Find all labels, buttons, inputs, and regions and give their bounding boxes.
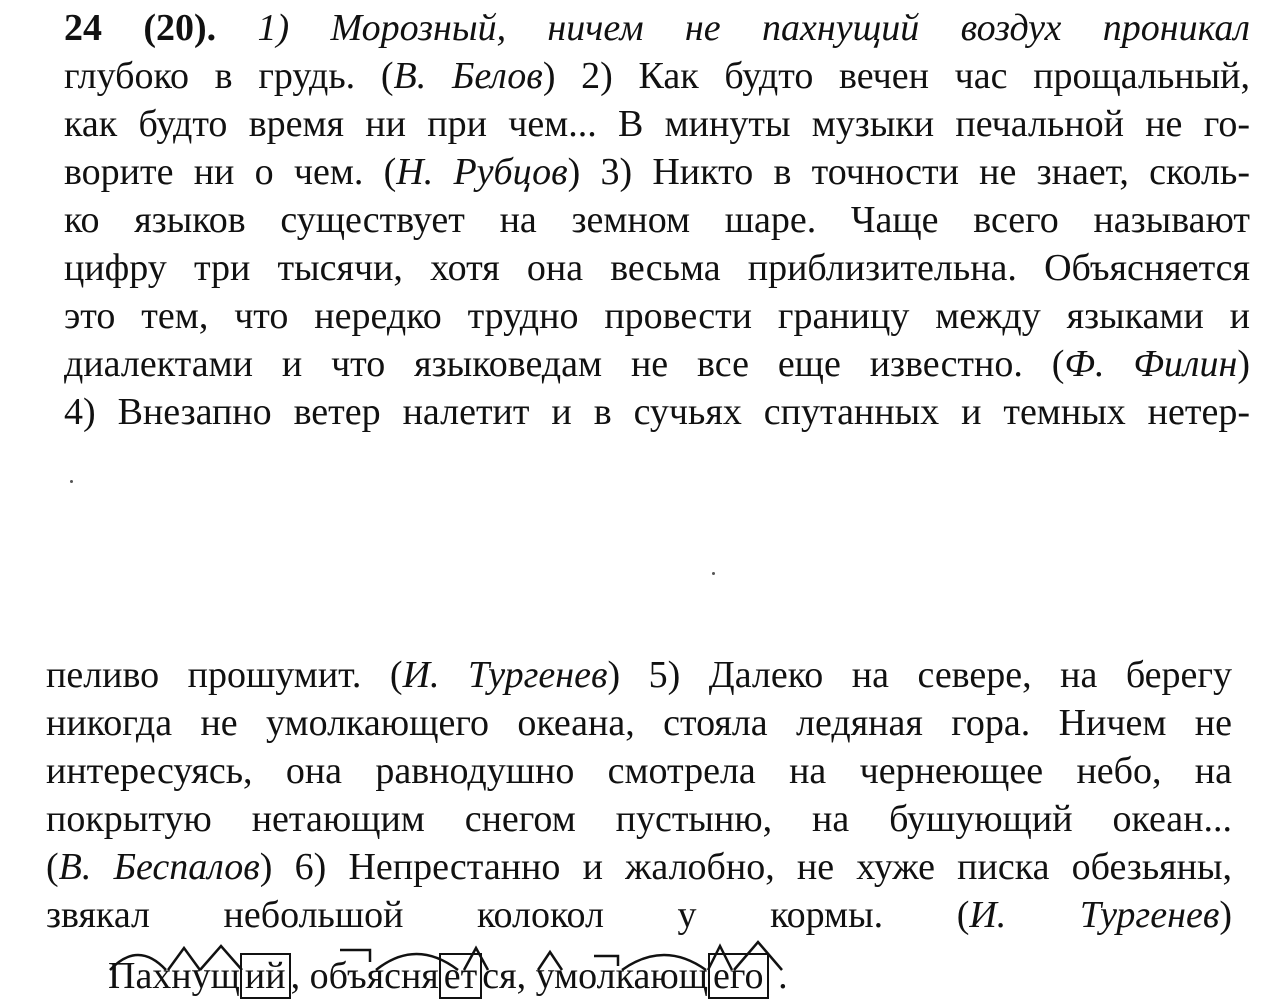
text-line (64, 388, 1250, 436)
text-line (46, 843, 1232, 891)
author-name: В. Беспалов (58, 846, 260, 888)
text-line (46, 699, 1232, 747)
author-name: И. Тургенев (402, 654, 608, 696)
word3-stem: умолкающ (535, 955, 709, 997)
text-segment: ) 6) Непрестанно и жалобно, не хуже писка обезьяны, (259, 846, 1232, 888)
author-name: В. Белов (393, 55, 543, 97)
word2-ending: ет (439, 953, 482, 999)
comma: , (290, 955, 301, 997)
text-segment: диалектами и что языковедам не все еще известно. ( (64, 343, 1065, 385)
exercise-number: 24 (20). (64, 7, 217, 49)
text-line (64, 196, 1250, 244)
text-line (64, 148, 1250, 196)
text-segment: как будто время ни при чем... В минуты музыки печальной не го- (64, 103, 1250, 145)
word1-stem: Пахнущ (108, 955, 240, 997)
author-name: 1) Морозный, ничем не пахнущий воздух проникал (216, 7, 1250, 49)
text-segment: цифру три тысячи, хотя она весьма приблизительна. Объясняется (64, 247, 1250, 289)
text-segment: ) (1219, 894, 1232, 936)
author-name: Ф. Филин (1064, 343, 1238, 385)
text-line (64, 340, 1250, 388)
text-line (64, 292, 1250, 340)
paragraph-bottom (46, 651, 1232, 939)
scan-speck (712, 572, 715, 575)
text-line (64, 4, 1250, 52)
word2-postfix: ся, (482, 955, 527, 997)
word1-ending: ий (240, 953, 291, 999)
text-segment: никогда не умолкающего океана, стояла ледяная гора. Ничем не (46, 702, 1232, 744)
text-segment: это тем, что нередко трудно провести границу между языками и (64, 295, 1250, 337)
text-segment: ) 5) Далеко на севере, на берегу (607, 654, 1232, 696)
text-line (64, 244, 1250, 292)
text-segment: ) 3) Никто в точности не знает, сколь- (567, 151, 1251, 193)
text-line (46, 747, 1232, 795)
scan-speck (70, 480, 73, 483)
text-segment: ко языков существует на земном шаре. Чаще всего называют (64, 199, 1250, 241)
text-segment: покрытую нетающим снегом пустыню, на бушующий океан... (46, 798, 1232, 840)
text-line (64, 100, 1250, 148)
text-segment: ворите ни о чем. ( (64, 151, 397, 193)
text-segment: звякал небольшой колокол у кормы. ( (46, 894, 970, 936)
text-segment: интересуясь, она равнодушно смотрела на чернеющее небо, на (46, 750, 1232, 792)
analysis-text (108, 954, 788, 998)
text-segment: ( (46, 846, 59, 888)
text-segment: пеливо прошумит. ( (46, 654, 403, 696)
author-name: И. Тургенев (969, 894, 1220, 936)
morphemic-analysis (108, 932, 1008, 1002)
word3-ending: его (708, 953, 769, 999)
text-line (46, 795, 1232, 843)
paragraph-top (64, 4, 1250, 436)
text-segment: 4) Внезапно ветер налетит и в сучьях спутанных и темных нетер- (64, 391, 1250, 433)
author-name: Н. Рубцов (396, 151, 568, 193)
text-line (46, 651, 1232, 699)
period: . (778, 955, 788, 997)
text-segment: глубоко в грудь. ( (64, 55, 394, 97)
text-segment: ) 2) Как будто вечен час прощальный, (542, 55, 1250, 97)
text-line (64, 52, 1250, 100)
text-segment: ) (1237, 343, 1250, 385)
word2-stem: объясня (309, 955, 439, 997)
